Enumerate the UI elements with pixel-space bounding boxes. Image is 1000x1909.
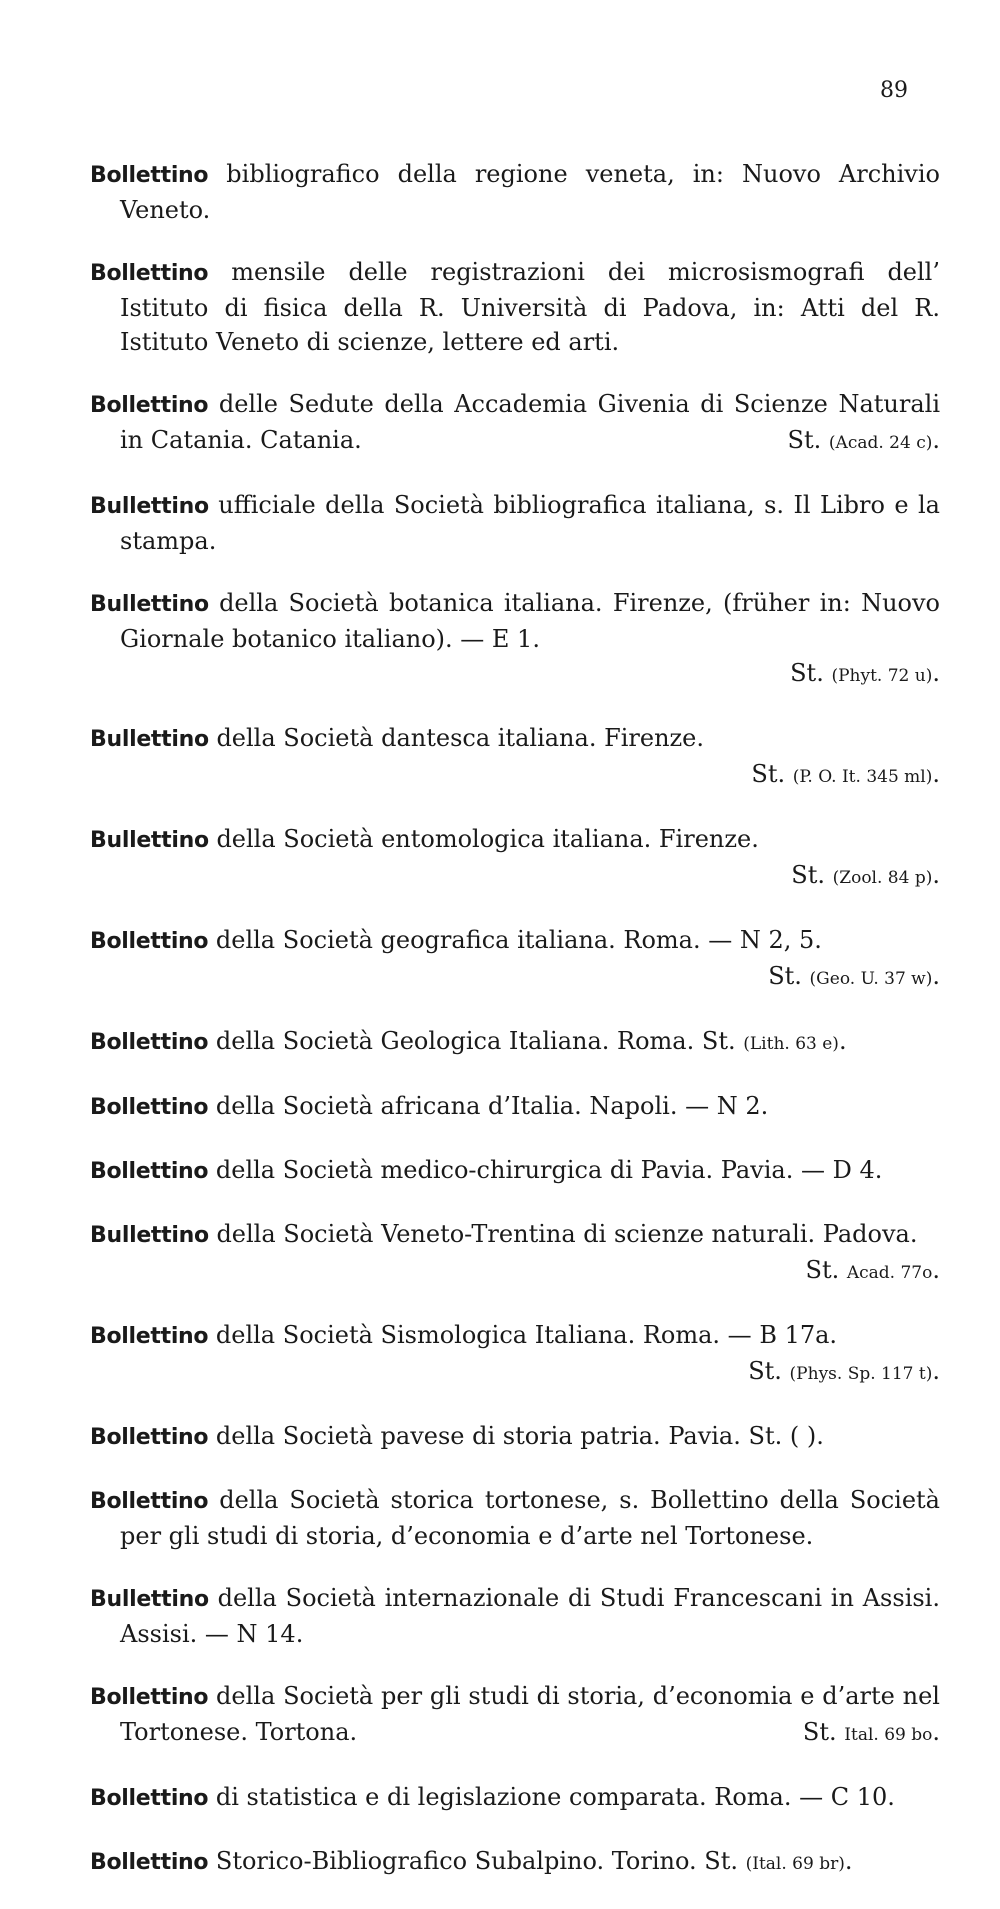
entry-text: della Società Geologica Italiana. Roma. <box>215 1027 695 1055</box>
shelfmark-tail: . <box>932 1256 940 1284</box>
entry-heading: Bollettino <box>90 1685 209 1710</box>
entry-text: della Società internazionale di Studi Francescani in Assisi. Assisi. — N 14. <box>120 1584 940 1648</box>
entry-heading: Bollettino <box>90 163 209 188</box>
shelfmark-prefix: St. <box>748 1357 782 1385</box>
entry-heading: Bollettino <box>90 1850 209 1875</box>
shelfmark <box>702 1027 847 1055</box>
catalog-entry <box>90 1419 940 1455</box>
entry-heading: Bollettino <box>90 1489 209 1514</box>
entry-heading: Bollettino <box>90 1030 209 1055</box>
shelfmark-code: Ital. 69 bo <box>844 1725 933 1745</box>
shelfmark <box>120 858 940 895</box>
shelfmark-prefix: St. <box>768 962 802 990</box>
shelfmark-code: (Lith. 63 e) <box>743 1034 839 1054</box>
entry-text: della Società per gli studi di storia, d’economia e d’arte nel Tortonese. Tortona. <box>120 1682 940 1746</box>
catalog-entry <box>90 822 940 895</box>
shelfmark <box>120 656 940 693</box>
shelfmark-code: (Geo. U. 37 w) <box>809 969 933 989</box>
shelfmark-code: (Phyt. 72 u) <box>831 666 933 686</box>
shelfmark-prefix: St. <box>791 861 825 889</box>
catalog-entry <box>90 387 940 460</box>
entry-heading: Bullettino <box>90 1223 209 1248</box>
catalog-entry <box>90 1024 940 1061</box>
entry-heading: Bollettino <box>90 393 209 418</box>
shelfmark-tail: . <box>844 1847 853 1875</box>
entry-text: della Società botanica italiana. Firenze, (früher in: Nuovo Giornale botanico italiano). — E 1. <box>120 589 940 653</box>
shelfmark <box>768 423 940 460</box>
shelfmark-prefix: St. <box>802 1718 837 1746</box>
shelfmark <box>120 757 940 794</box>
catalog-entry <box>90 1483 940 1553</box>
catalog-entry <box>90 1581 940 1651</box>
shelfmark-prefix: St. <box>787 426 822 454</box>
entry-text: delle Sedute della Accademia Givenia di Scienze Naturali in Catania. Catania. <box>120 390 940 454</box>
entry-text: della Società Sismologica Italiana. Roma. — B 17a. <box>215 1321 838 1349</box>
shelfmark-tail: . <box>932 760 940 788</box>
entry-heading: Bollettino <box>90 929 209 954</box>
shelfmark-prefix: St. <box>790 659 824 687</box>
catalog-entry <box>90 1679 940 1752</box>
entry-text: della Società medico-chirurgica di Pavia. Pavia. — D 4. <box>215 1156 883 1184</box>
page-number: 89 <box>880 78 908 103</box>
catalog-entry <box>90 1780 940 1816</box>
shelfmark-tail: . <box>932 1357 940 1385</box>
shelfmark <box>783 1715 940 1752</box>
entry-heading: Bullettino <box>90 494 209 519</box>
entry-text: bibliografico della regione veneta, in: Nuovo Archivio Veneto. <box>120 160 940 224</box>
catalog-entry <box>90 721 940 794</box>
entry-heading: Bollettino <box>90 1425 209 1450</box>
shelfmark <box>704 1847 852 1875</box>
catalog-entries <box>90 133 940 1909</box>
catalog-entry <box>90 1153 940 1189</box>
catalog-entry <box>90 1089 940 1125</box>
catalog-entry <box>90 1318 940 1391</box>
catalog-entry <box>90 488 940 558</box>
shelfmark <box>120 1354 940 1391</box>
shelfmark-prefix: St. <box>701 1027 736 1055</box>
entry-heading: Bullettino <box>90 828 209 853</box>
shelfmark-code: (Zool. 84 p) <box>832 868 933 888</box>
shelfmark-tail: . <box>932 962 940 990</box>
entry-text: della Società geografica italiana. Roma. — N 2, 5. <box>215 926 822 954</box>
shelfmark-code: (Ital. 69 br) <box>745 1854 845 1874</box>
entry-heading: Bullettino <box>90 592 209 617</box>
entry-text: della Società pavese di storia patria. Pavia. St. ( ). <box>215 1422 824 1450</box>
shelfmark-code: (P. O. It. 345 ml) <box>792 767 933 787</box>
catalog-entry <box>90 157 940 227</box>
entry-text: della Società africana d’Italia. Napoli. — N 2. <box>215 1092 769 1120</box>
shelfmark-tail: . <box>932 1718 940 1746</box>
shelfmark-prefix: St. <box>805 1256 840 1284</box>
entry-heading: Bollettino <box>90 261 209 286</box>
catalog-entry <box>90 1217 940 1290</box>
entry-heading: Bollettino <box>90 1324 209 1349</box>
entry-heading: Bollettino <box>90 1786 209 1811</box>
catalog-entry <box>90 923 940 996</box>
entry-heading: Bullettino <box>90 1587 209 1612</box>
entry-text: Storico-Bibliografico Subalpino. Torino. <box>215 1847 697 1875</box>
shelfmark-tail: . <box>838 1027 847 1055</box>
entry-text: della Società storica tortonese, s. Bollettino della Società per gli studi di storia, d’economia e d’arte nel Tortonese. <box>120 1486 940 1550</box>
shelfmark-tail: . <box>932 659 940 687</box>
catalog-entry <box>90 586 940 693</box>
entry-text: della Società dantesca italiana. Firenze. <box>216 724 705 752</box>
entry-text: ufficiale della Società bibliografica italiana, s. Il Libro e la stampa. <box>120 491 940 555</box>
entry-text: della Società entomologica italiana. Firenze. <box>216 825 759 853</box>
shelfmark-prefix: St. <box>751 760 786 788</box>
entry-heading: Bullettino <box>90 727 209 752</box>
entry-heading: Bollettino <box>90 1095 209 1120</box>
shelfmark <box>786 1253 941 1290</box>
entry-text: di statistica e di legislazione comparata. Roma. — C 10. <box>215 1783 895 1811</box>
shelfmark-prefix: St. <box>704 1847 738 1875</box>
entry-heading: Bollettino <box>90 1159 209 1184</box>
entry-text: mensile delle registrazioni dei microsismografi dell’ Istituto di fisica della R. Università di Padova, in: Atti del R. Istituto Veneto di scienze, lettere ed arti. <box>120 258 940 356</box>
shelfmark-tail: . <box>932 426 940 454</box>
shelfmark-code: (Phys. Sp. 117 t) <box>789 1364 933 1384</box>
shelfmark-code: (Acad. 24 c) <box>828 433 933 453</box>
shelfmark-tail: . <box>932 861 940 889</box>
entry-text: della Società Veneto-Trentina di scienze naturali. Padova. <box>216 1220 918 1248</box>
catalog-entry <box>90 255 940 359</box>
shelfmark-code: Acad. 77o <box>846 1263 933 1283</box>
shelfmark <box>120 959 940 996</box>
catalog-entry <box>90 1844 940 1881</box>
